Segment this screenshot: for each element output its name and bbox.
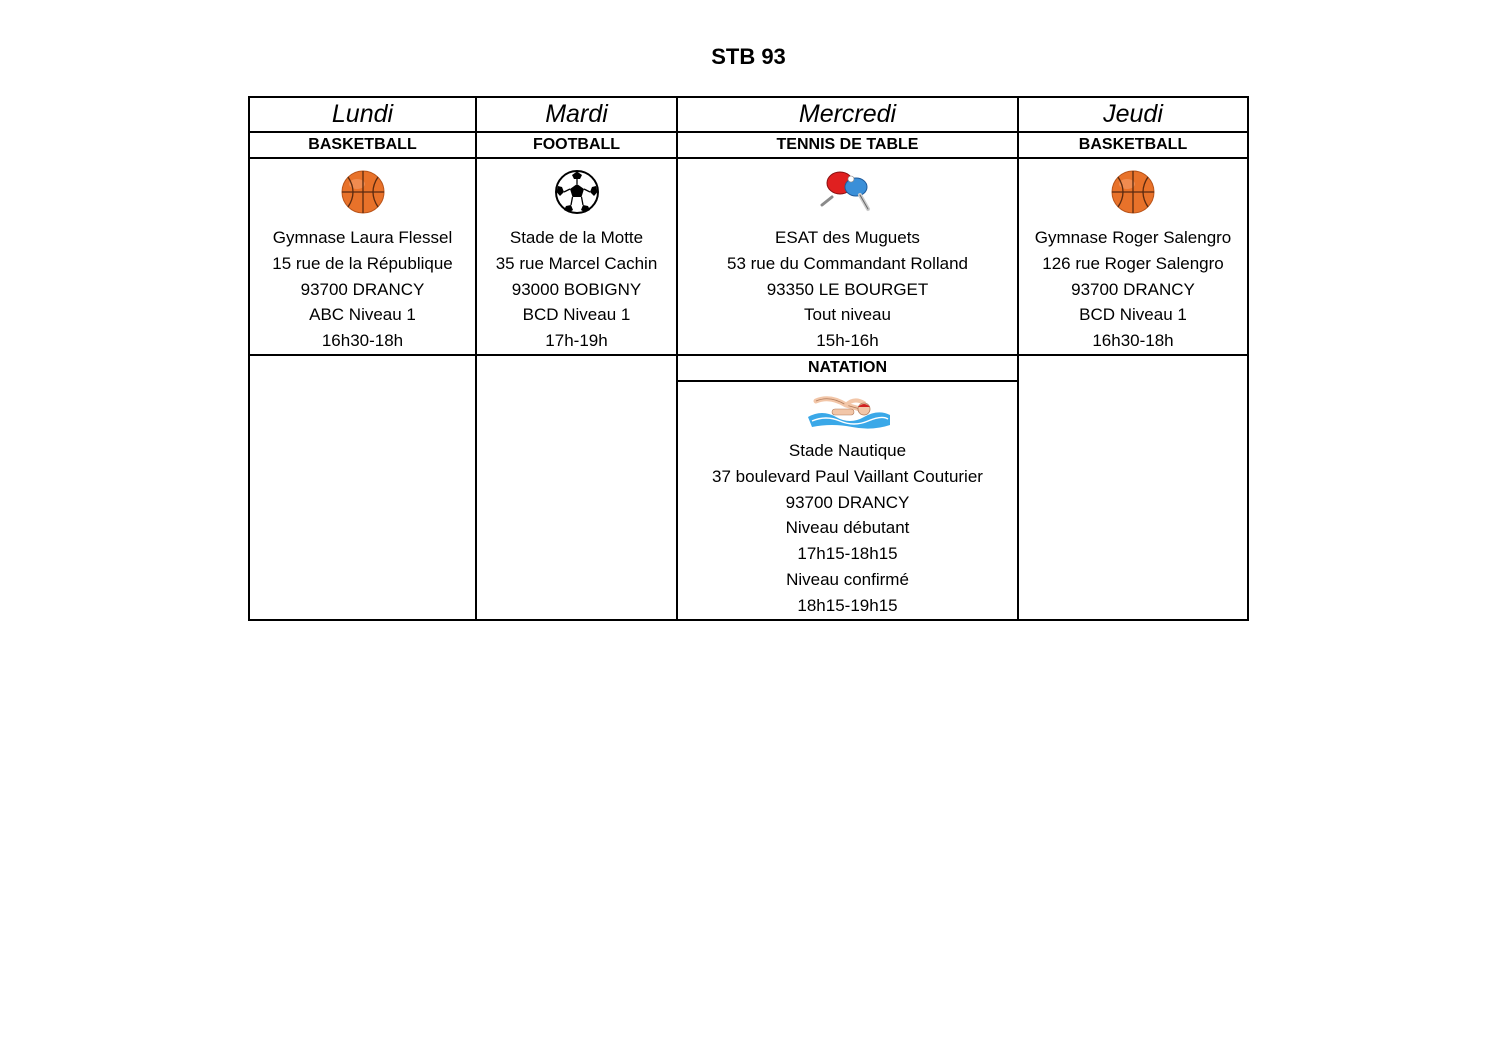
day-wednesday: Mercredi: [677, 97, 1018, 132]
sport-label-wednesday: TENNIS DE TABLE: [677, 132, 1018, 158]
activity-wednesday: [677, 158, 1018, 355]
sport-header-row: [249, 132, 1248, 158]
level: BCD Niveau 1: [1079, 305, 1187, 325]
activity-monday: [249, 158, 476, 355]
extra-sport-row: [249, 355, 1248, 381]
venue-city: 93350 LE BOURGET: [766, 279, 929, 299]
level-beginner: Niveau débutant: [785, 518, 910, 538]
day-monday: Lundi: [249, 97, 476, 132]
venue-name: Gymnase Roger Salengro: [1034, 228, 1232, 247]
venue-address: 15 rue de la République: [272, 253, 453, 273]
swimmer-icon: [802, 387, 894, 433]
venue-city: 93700 DRANCY: [785, 492, 910, 512]
level-confirmed: Niveau confirmé: [786, 569, 909, 589]
venue-name: Stade de la Motte: [509, 228, 644, 247]
venue-city: 93700 DRANCY: [1071, 279, 1195, 299]
venue-address: 53 rue du Commandant Rolland: [727, 253, 968, 273]
schedule-time-beginner: 17h15-18h15: [797, 544, 898, 564]
venue-address: 35 rue Marcel Cachin: [495, 253, 658, 273]
activity-tuesday: [476, 158, 677, 355]
empty-cell-thursday: [1018, 355, 1248, 620]
sport-label-monday: BASKETBALL: [249, 132, 476, 158]
empty-cell-monday: [249, 355, 476, 620]
basketball-icon: [340, 169, 386, 215]
sport-label-thursday: BASKETBALL: [1018, 132, 1248, 158]
schedule-table: [248, 96, 1249, 621]
day-tuesday: Mardi: [476, 97, 677, 132]
basketball-icon: [1110, 169, 1156, 215]
sport-label-tuesday: FOOTBALL: [476, 132, 677, 158]
ping-pong-paddles-icon: [818, 167, 878, 217]
venue-address: 126 rue Roger Salengro: [1042, 253, 1224, 273]
empty-cell-tuesday: [476, 355, 677, 620]
activity-info-row: [249, 158, 1248, 355]
schedule-time: 16h30-18h: [1092, 331, 1174, 351]
level: BCD Niveau 1: [522, 305, 631, 325]
level: Tout niveau: [804, 305, 891, 325]
day-header-row: [249, 97, 1248, 132]
schedule-time: 16h30-18h: [321, 331, 404, 351]
venue-city: 93700 DRANCY: [300, 279, 425, 299]
sport-label-natation: NATATION: [677, 355, 1018, 381]
venue-city: 93000 BOBIGNY: [511, 279, 642, 299]
page-title: STB 93: [711, 44, 786, 69]
level: ABC Niveau 1: [309, 305, 416, 325]
schedule-time: 17h-19h: [545, 331, 608, 351]
activity-natation: [677, 381, 1018, 620]
soccer-ball-icon: [553, 168, 601, 216]
day-thursday: Jeudi: [1018, 97, 1248, 132]
venue-name: Stade Nautique: [788, 441, 907, 460]
schedule-time-confirmed: 18h15-19h15: [797, 595, 898, 615]
venue-name: ESAT des Muguets: [775, 228, 920, 247]
activity-thursday: [1018, 158, 1248, 355]
venue-name: Gymnase Laura Flessel: [272, 228, 453, 247]
schedule-time: 15h-16h: [816, 331, 879, 351]
venue-address: 37 boulevard Paul Vaillant Couturier: [712, 466, 983, 486]
